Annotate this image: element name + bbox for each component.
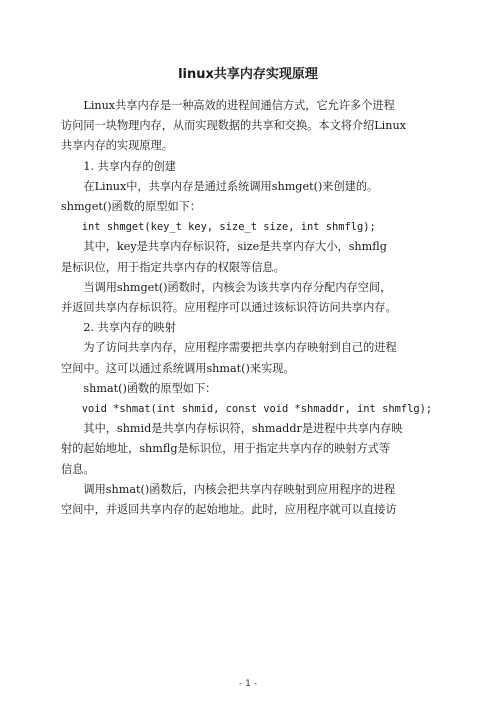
text-line: 访问同一块物理内存，从而实现数据的共享和交换。本文将介绍Linux — [61, 119, 406, 133]
paragraph — [61, 177, 424, 217]
text-line: shmget()函数的原型如下： — [61, 200, 202, 214]
paragraph — [61, 278, 424, 318]
document-body — [61, 96, 433, 520]
text-line: int shmget(key_t key, size_t size, int shmflg); — [81, 221, 376, 234]
text-line: 其中，key是共享内存标识符，size是共享内存大小，shmflg — [83, 240, 387, 254]
text-line: 2. 共享内存的映射 — [83, 321, 176, 335]
text-line: 当调用shmget()函数时，内核会为该共享内存分配内存空间， — [83, 280, 392, 294]
paragraph — [61, 480, 424, 520]
text-line: 共享内存的实现原理。 — [61, 139, 173, 153]
paragraph — [61, 338, 424, 378]
text-line: 调用shmat()函数后，内核会把共享内存映射到应用程序的进程 — [83, 482, 396, 496]
code-line — [61, 399, 433, 419]
text-line: 在Linux中，共享内存是通过系统调用shmget()来创建的。 — [83, 179, 379, 193]
paragraph — [61, 379, 424, 399]
text-line: 1. 共享内存的创建 — [83, 159, 176, 173]
paragraph — [61, 318, 424, 338]
code-line — [61, 217, 424, 237]
text-line: 信息。 — [61, 462, 95, 476]
text-line: 射的起始地址，shmflg是标识位，用于指定共享内存的映射方式等 — [61, 442, 391, 456]
document-title: linux共享内存实现原理 — [178, 67, 318, 82]
text-line: 为了访问共享内存，应用程序需要把共享内存映射到自己的进程 — [83, 341, 397, 355]
text-line: 其中，shmid是共享内存标识符，shmaddr是进程中共享内存映 — [83, 422, 403, 436]
paragraph — [61, 157, 424, 177]
text-line: Linux共享内存是一种高效的进程间通信方式，它允许多个进程 — [83, 99, 395, 112]
page-number: - 1 - — [239, 679, 257, 689]
text-line: shmat()函数的原型如下： — [83, 381, 217, 395]
paragraph — [61, 419, 424, 480]
text-line: void *shmat(int shmid, const void *shmaddr, int shmflg); — [81, 403, 433, 416]
paragraph — [61, 96, 424, 157]
text-line: 空间中，并返回共享内存的起始地址。此时，应用程序就可以直接访 — [61, 503, 397, 517]
text-line: 是标识位，用于指定共享内存的权限等信息。 — [61, 260, 285, 274]
text-line: 空间中。这可以通过系统调用shmat()来实现。 — [61, 361, 295, 375]
paragraph — [61, 237, 424, 277]
text-line: 并返回共享内存标识符。应用程序可以通过该标识符访问共享内存。 — [61, 301, 397, 315]
